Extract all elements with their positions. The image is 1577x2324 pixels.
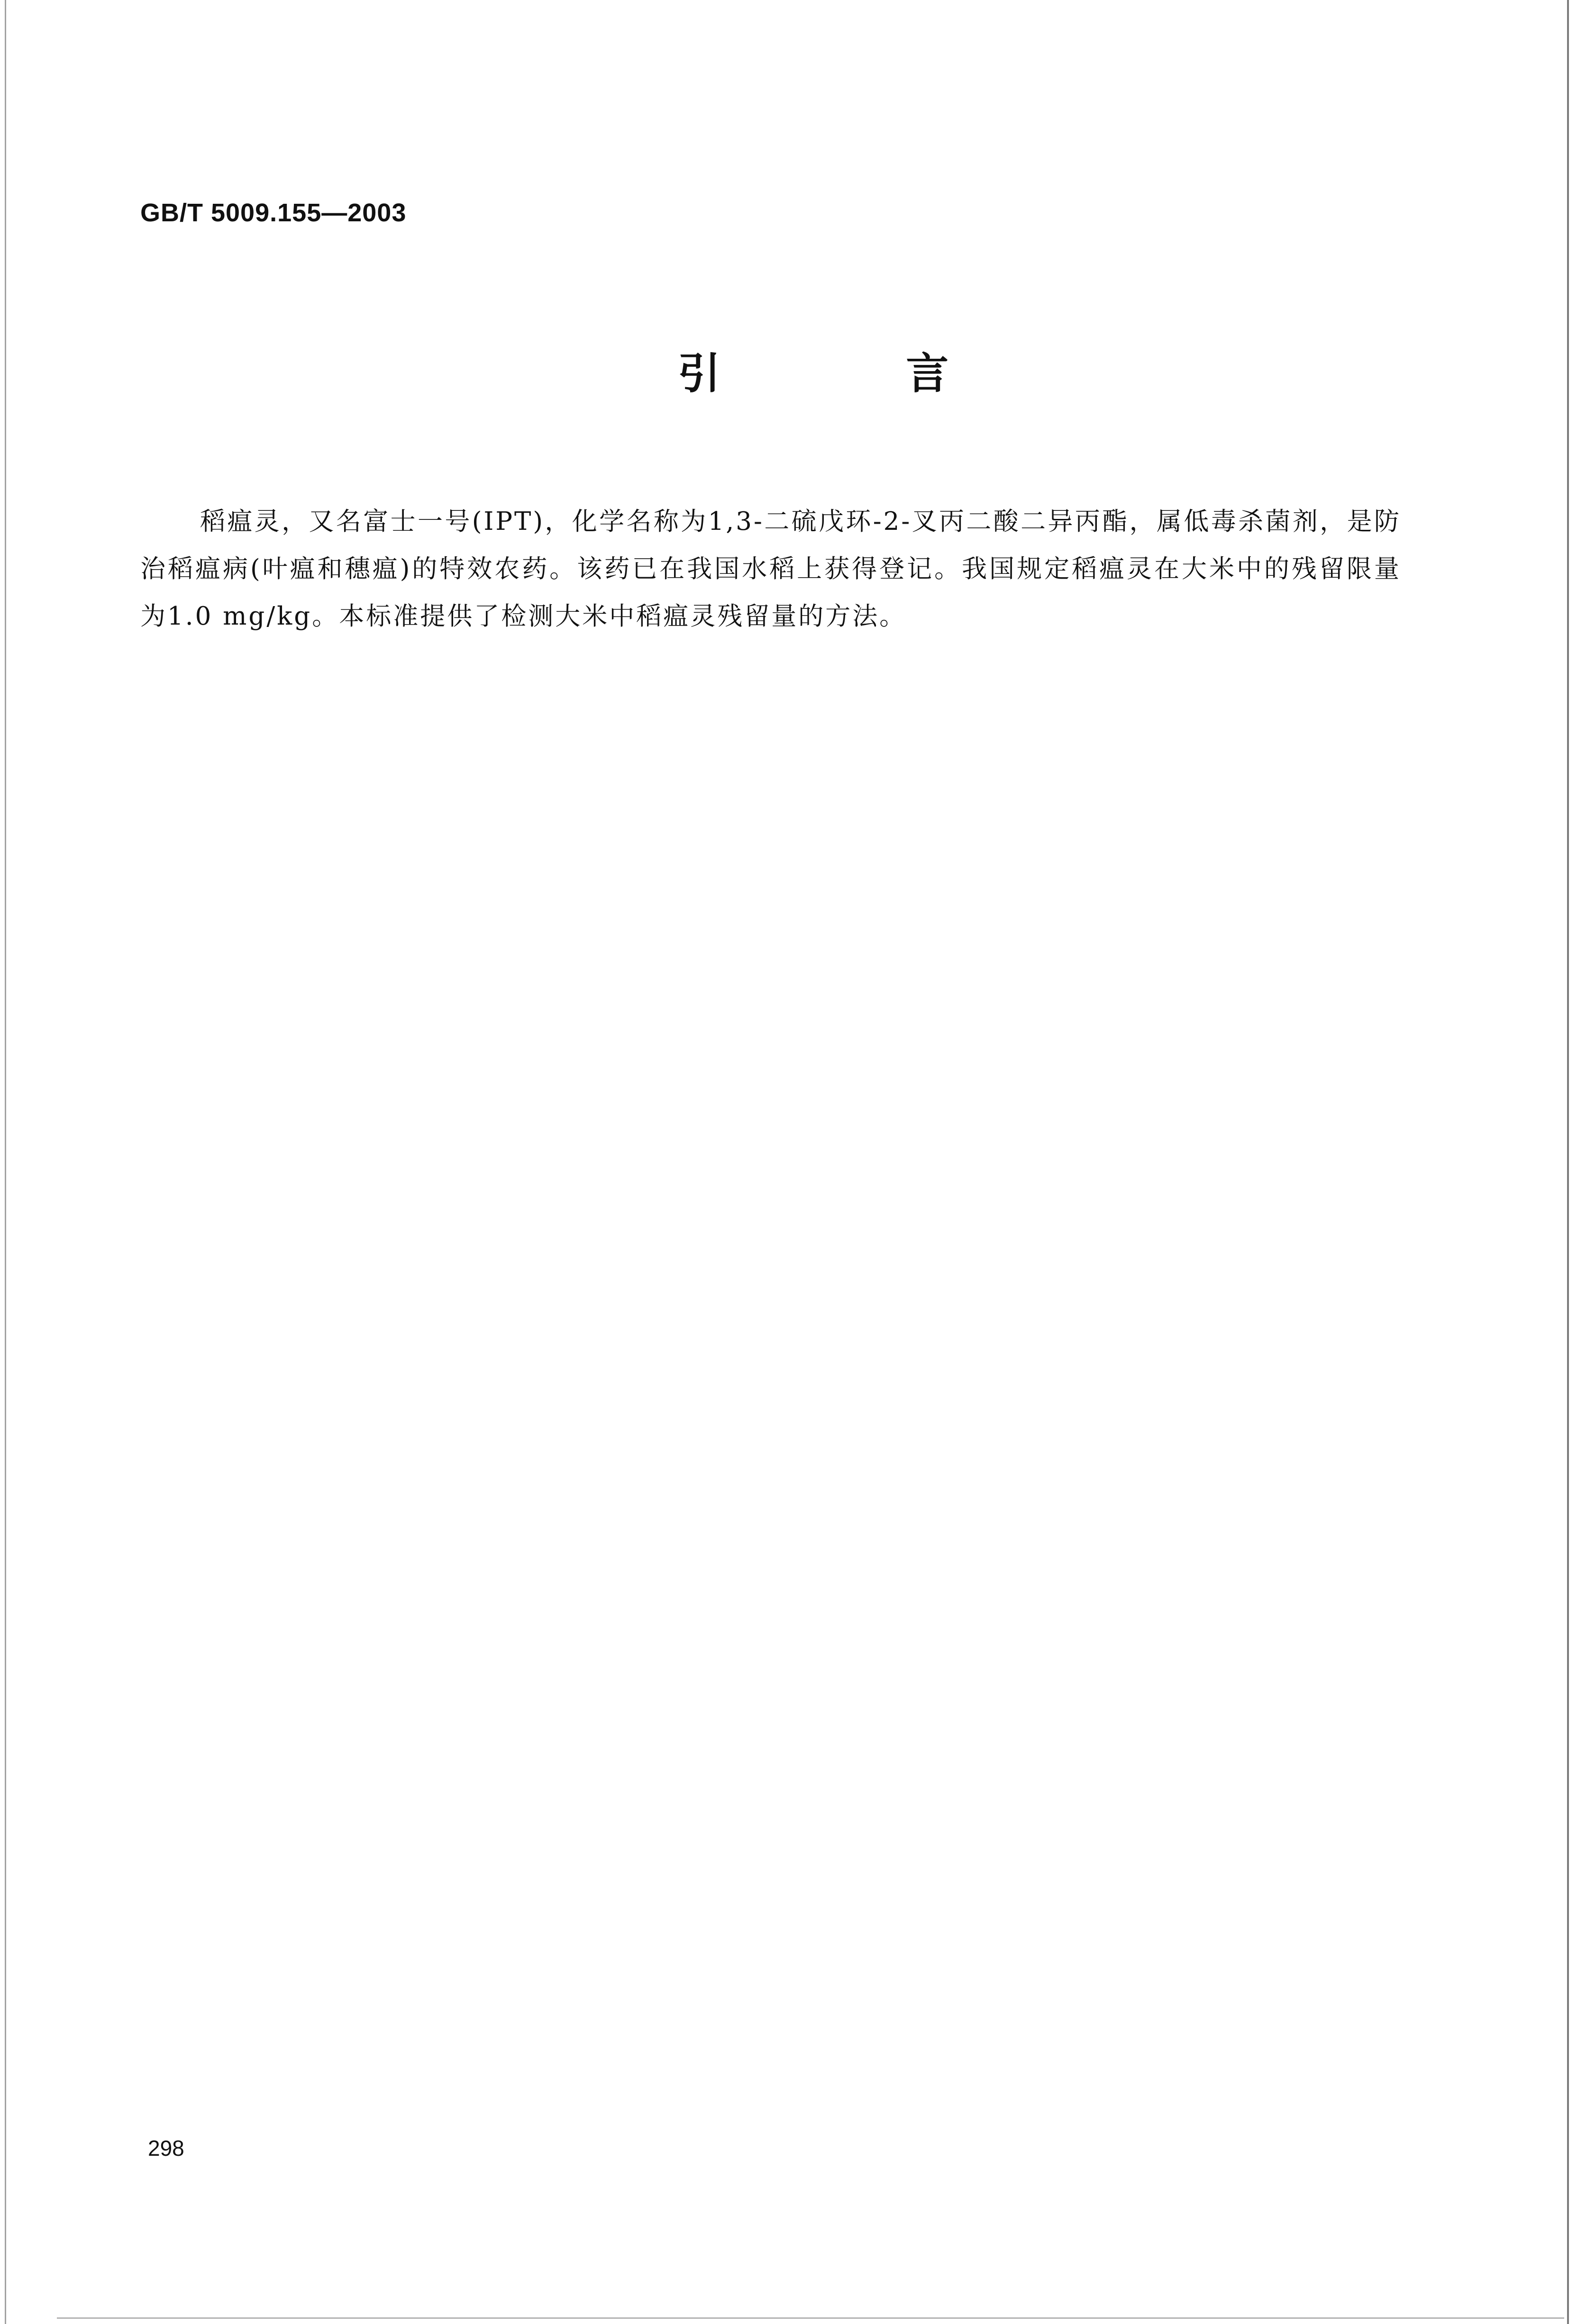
scan-edge-right bbox=[1567, 0, 1569, 2324]
scan-edge-bottom bbox=[57, 2317, 1564, 2319]
page-title: 引 言 bbox=[678, 349, 1034, 399]
page-number: 298 bbox=[148, 2136, 184, 2161]
scan-edge-left bbox=[5, 0, 6, 2324]
standard-code: GB/T 5009.155—2003 bbox=[140, 199, 407, 227]
introduction-paragraph: 稻瘟灵，又名富士一号(IPT)，化学名称为1,3-二硫戊环-2-叉丙二酸二异丙酯，属低毒杀菌剂，是防治稻瘟病(叶瘟和穗瘟)的特效农药。该药已在我国水稻上获得登记。我国规定稻瘟灵在大米中的残留限量为1.0 mg/kg。本标准提供了检测大米中稻瘟灵残留量的方法。 bbox=[140, 507, 1401, 631]
